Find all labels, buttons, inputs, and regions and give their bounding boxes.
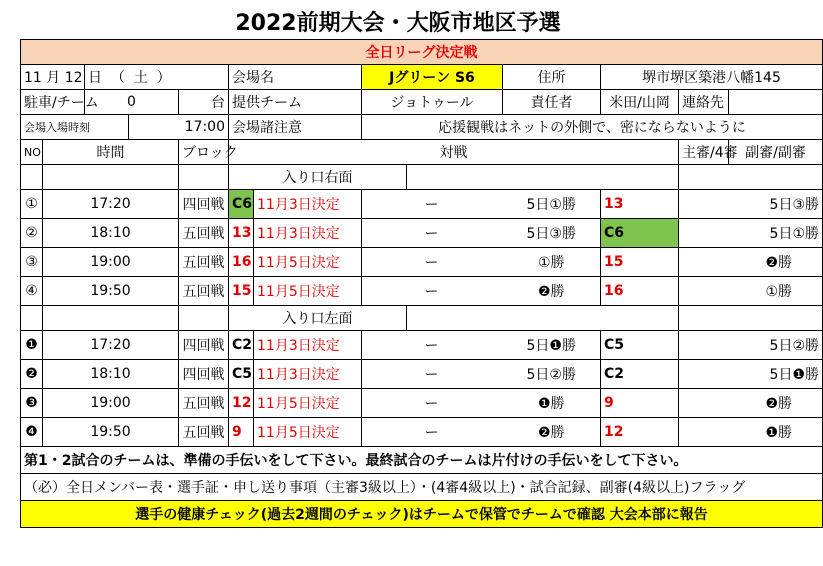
match-time: 19:00 [43, 389, 179, 418]
match-time: 17:20 [43, 190, 179, 219]
away-team: 5日①勝 [503, 190, 601, 219]
weekday-close: ） [156, 70, 171, 86]
match-row [21, 389, 823, 418]
referee: C6 [601, 219, 679, 248]
weekday-open: （ [110, 70, 125, 86]
contact-value [729, 90, 823, 115]
sub-referee: 5日②勝 [679, 331, 823, 360]
sub-referee: 5日❶勝 [679, 360, 823, 389]
match-time: 17:20 [43, 331, 179, 360]
sub-referee: 5日①勝 [679, 219, 823, 248]
referee: 15 [601, 248, 679, 277]
match-block: 五回戦 [179, 418, 229, 447]
match-row [21, 331, 823, 360]
referee: C5 [601, 331, 679, 360]
day-value: 12 [64, 70, 83, 86]
match-time: 19:50 [43, 277, 179, 306]
referee: 9 [601, 389, 679, 418]
match-block: 五回戦 [179, 219, 229, 248]
entry-label: 会場入場時刻 [21, 115, 129, 140]
away-team: ❷勝 [503, 418, 601, 447]
match-no: ③ [21, 248, 43, 277]
match-row [21, 248, 823, 277]
vs-mark: ー [407, 190, 457, 219]
parking-label: 駐車/チーム [21, 90, 85, 115]
info-row-3 [21, 115, 823, 140]
match-row [21, 219, 823, 248]
vs-mark: ー [407, 277, 457, 306]
entry-time: 17:00 [129, 115, 229, 140]
sub-referee: ❶勝 [679, 418, 823, 447]
section-label: 入り口右面 [229, 165, 407, 190]
manager-label: 責任者 [503, 90, 601, 115]
match-time: 18:10 [43, 219, 179, 248]
parking-count: 0 [85, 90, 179, 115]
header-sub-referee: 副審/副審 [729, 140, 823, 165]
referee: 12 [601, 418, 679, 447]
match-row [21, 277, 823, 306]
away-team: 5日❶勝 [503, 331, 601, 360]
provider-label: 提供チーム [229, 90, 362, 115]
info-row-2 [21, 90, 823, 115]
note-required-items: （必）全日メンバー表・選手証・申し送り事項（主審3級以上）・(4審4級以上)・試合記録、副審(4級以上)フラッグ [21, 474, 823, 501]
home-date: 11月5日決定 [254, 248, 362, 277]
away-team: ❶勝 [503, 389, 601, 418]
month-unit: 月 [46, 70, 61, 86]
match-no: ❸ [21, 389, 43, 418]
home-date: 11月5日決定 [254, 418, 362, 447]
address-value: 堺市堺区築港八幡145 [601, 65, 823, 90]
vs-mark: ー [407, 331, 457, 360]
schedule-sheet [20, 39, 823, 528]
home-team: 15 [229, 277, 254, 306]
home-date: 11月5日決定 [254, 389, 362, 418]
match-time: 19:00 [43, 248, 179, 277]
match-no: ④ [21, 277, 43, 306]
match-row [21, 190, 823, 219]
home-date: 11月5日決定 [254, 277, 362, 306]
home-date: 11月3日決定 [254, 219, 362, 248]
day-unit: 日 [88, 70, 102, 86]
header-time: 時間 [43, 140, 179, 165]
match-row [21, 418, 823, 447]
sub-referee: ❷勝 [679, 389, 823, 418]
vs-mark: ー [407, 389, 457, 418]
footer-health-check: 選手の健康チェック(過去2週間のチェック)はチームで保管でチームで確認 大会本部に報告 [21, 501, 823, 528]
match-time: 19:50 [43, 418, 179, 447]
venue-value: Jグリーン S6 [362, 65, 503, 90]
venue-label: 会場名 [229, 65, 362, 90]
home-team: C2 [229, 331, 254, 360]
match-block: 四回戦 [179, 360, 229, 389]
match-block: 五回戦 [179, 389, 229, 418]
manager-value: 米田/山岡 [601, 90, 679, 115]
notes-label: 会場諸注意 [229, 115, 362, 140]
weekday: 土 [133, 70, 148, 86]
note-helpers: 第1・2試合のチームは、準備の手伝いをして下さい。最終試合のチームは片付けの手伝いをして下さい。 [21, 447, 823, 474]
header-row [21, 140, 823, 165]
match-no: ① [21, 190, 43, 219]
match-block: 四回戦 [179, 190, 229, 219]
home-team: 16 [229, 248, 254, 277]
parking-unit: 台 [179, 90, 229, 115]
referee: 13 [601, 190, 679, 219]
away-team: 5日③勝 [503, 219, 601, 248]
home-team: 9 [229, 418, 254, 447]
header-match: 対戦 [229, 140, 679, 165]
sub-referee: ❷勝 [679, 248, 823, 277]
home-date: 11月3日決定 [254, 360, 362, 389]
home-team: 13 [229, 219, 254, 248]
vs-mark: ー [407, 219, 457, 248]
home-team: C5 [229, 360, 254, 389]
referee: C2 [601, 360, 679, 389]
sub-referee: 5日③勝 [679, 190, 823, 219]
page-title: 2022前期大会・大阪市地区予選 [235, 11, 561, 36]
info-row-1 [21, 65, 823, 90]
away-team: ①勝 [503, 248, 601, 277]
section-row-right [21, 165, 823, 190]
section-row-left [21, 306, 823, 331]
match-no: ❷ [21, 360, 43, 389]
header-no: NO [21, 140, 43, 165]
match-block: 五回戦 [179, 277, 229, 306]
notes-value: 応援観戦はネットの外側で、密にならないように [362, 115, 823, 140]
contact-label: 連絡先 [679, 90, 729, 115]
vs-mark: ー [407, 248, 457, 277]
match-row [21, 360, 823, 389]
match-block: 五回戦 [179, 248, 229, 277]
vs-mark: ー [407, 360, 457, 389]
match-time: 18:10 [43, 360, 179, 389]
home-date: 11月3日決定 [254, 190, 362, 219]
match-no: ② [21, 219, 43, 248]
header-block: ブロック [179, 140, 229, 165]
month-value: 11 [24, 70, 42, 86]
banner: 全日リーグ決定戦 [21, 40, 823, 65]
home-team: C6 [229, 190, 254, 219]
sub-referee: ①勝 [679, 277, 823, 306]
match-no: ❶ [21, 331, 43, 360]
away-team: 5日②勝 [503, 360, 601, 389]
home-date: 11月3日決定 [254, 331, 362, 360]
match-block: 四回戦 [179, 331, 229, 360]
section-label: 入り口左面 [229, 306, 407, 331]
header-referee: 主審/4審 [679, 140, 729, 165]
home-team: 12 [229, 389, 254, 418]
away-team: ❷勝 [503, 277, 601, 306]
match-no: ❹ [21, 418, 43, 447]
provider-value: ジョトゥール [362, 90, 503, 115]
address-label: 住所 [503, 65, 601, 90]
referee: 16 [601, 277, 679, 306]
vs-mark: ー [407, 418, 457, 447]
